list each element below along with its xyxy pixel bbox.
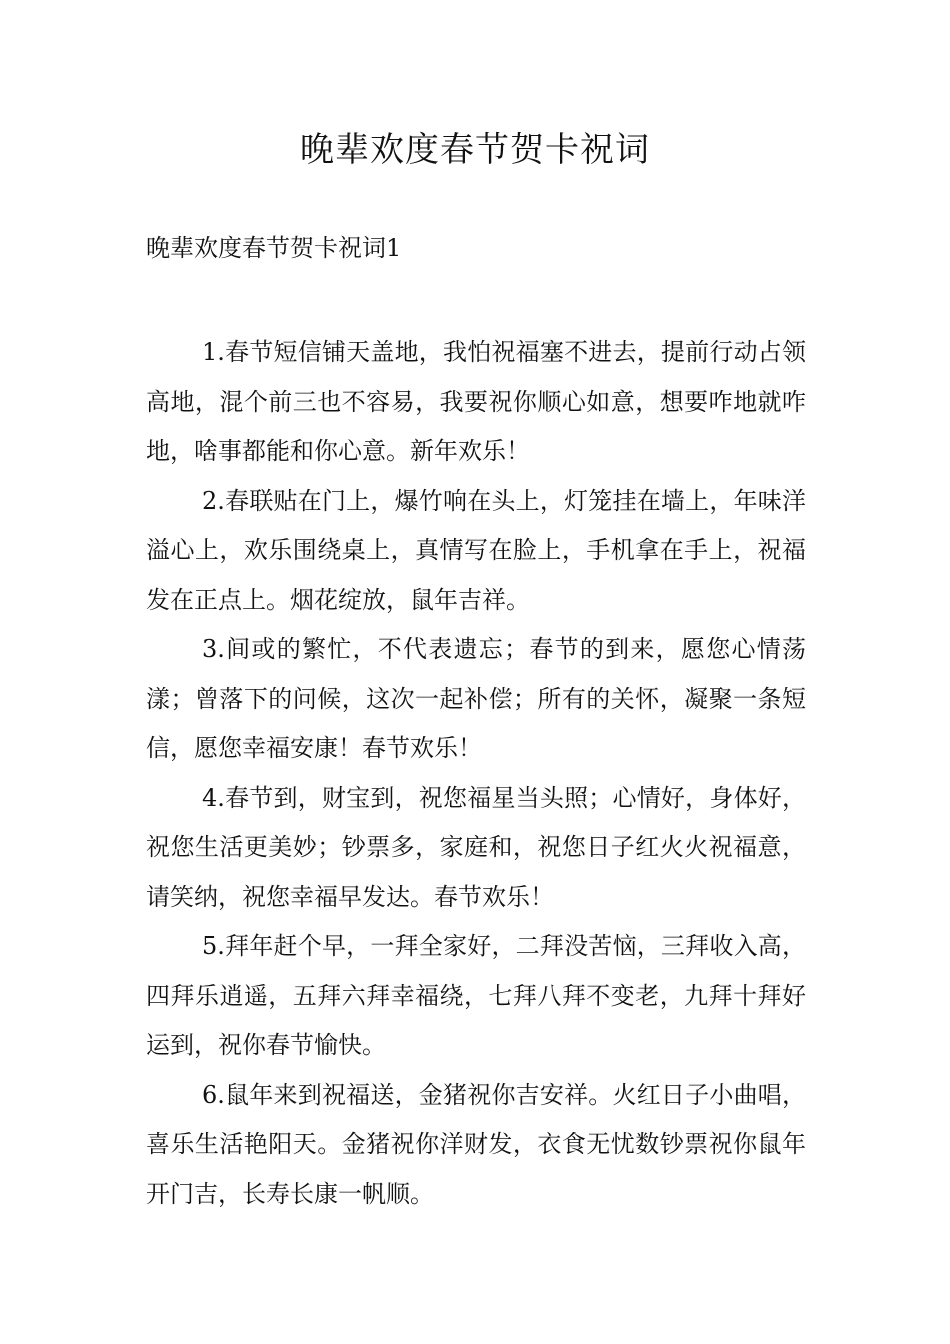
section-heading: 晚辈欢度春节贺卡祝词1 xyxy=(146,234,402,262)
paragraph-6: 6.鼠年来到祝福送，金猪祝你吉安祥。火红日子小曲唱，喜乐生活艳阳天。金猪祝你洋财发，衣食无忧数钞票祝你鼠年开门吉，长寿长康一帆顺。 xyxy=(146,1080,806,1208)
document-body xyxy=(146,328,806,1219)
paragraph-2: 2.春联贴在门上，爆竹响在头上，灯笼挂在墙上，年味洋溢心上，欢乐围绕桌上，真情写在脸上，手机拿在手上，祝福发在正点上。烟花绽放，鼠年吉祥。 xyxy=(146,486,806,614)
paragraph-3: 3.间或的繁忙，不代表遗忘；春节的到来，愿您心情荡漾；曾落下的问候，这次一起补偿；所有的关怀，凝聚一条短信，愿您幸福安康！春节欢乐！ xyxy=(146,635,806,762)
paragraph-4: 4.春节到，财宝到，祝您福星当头照；心情好，身体好，祝您生活更美妙；钞票多，家庭和，祝您日子红火火祝福意，请笑纳，祝您幸福早发达。春节欢乐！ xyxy=(146,783,806,911)
document-title: 晚辈欢度春节贺卡祝词 xyxy=(300,130,650,170)
paragraph-5: 5.拜年赶个早，一拜全家好，二拜没苦恼，三拜收入高，四拜乐逍遥，五拜六拜幸福绕，七拜八拜不变老，九拜十拜好运到，祝你春节愉快。 xyxy=(146,932,806,1059)
paragraph-1: 1.春节短信铺天盖地，我怕祝福塞不进去，提前行动占领高地，混个前三也不容易，我要祝你顺心如意，想要咋地就咋地，啥事都能和你心意。新年欢乐！ xyxy=(146,338,806,465)
